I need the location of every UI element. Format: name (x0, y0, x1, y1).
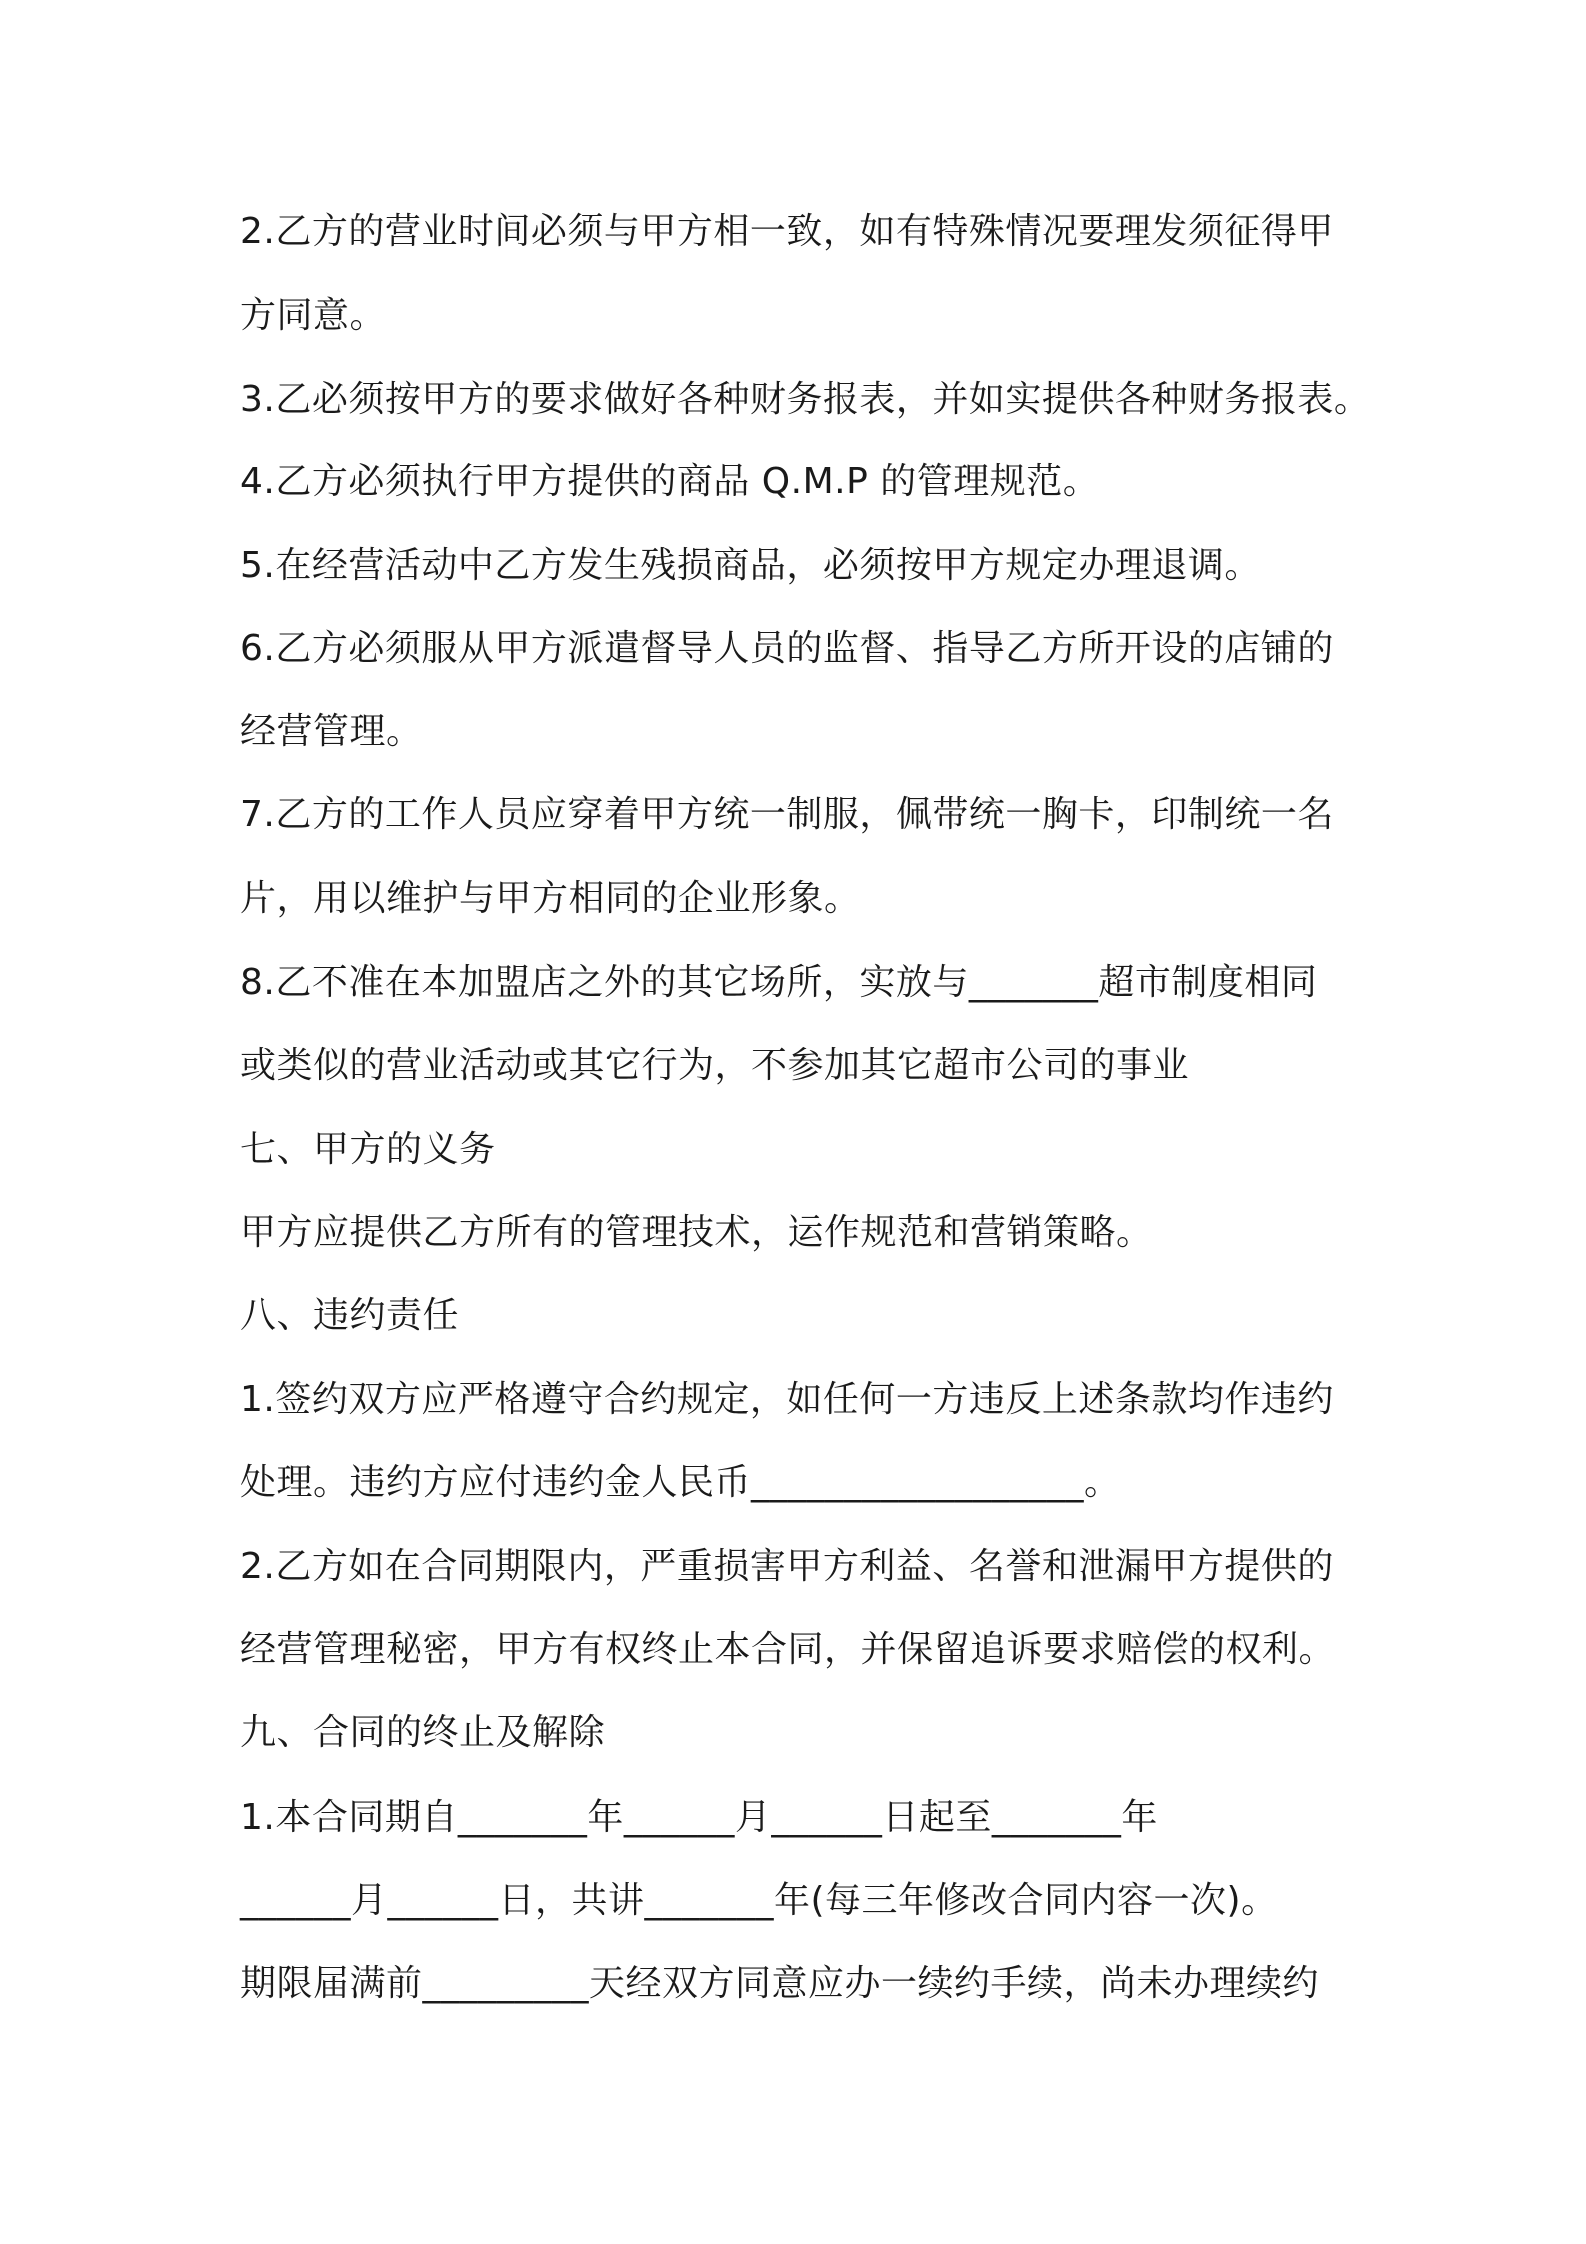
text-line: 期限届满前_________天经双方同意应办一续约手续，尚未办理续约 (240, 1963, 1320, 2004)
text-line: 经营管理。 (240, 711, 423, 752)
text-line: ______月______日，共讲_______年(每三年修改合同内容一次)。 (240, 1880, 1278, 1921)
text-line: 甲方应提供乙方所有的管理技术，运作规范和营销策略。 (240, 1212, 1153, 1253)
section-heading: 八、违约责任 (240, 1295, 460, 1336)
text-line: 或类似的营业活动或其它行为，不参加其它超市公司的事业 (240, 1045, 1190, 1086)
text-line: 4.乙方必须执行甲方提供的商品 Q.M.P 的管理规范。 (240, 461, 1100, 502)
text-line: 8.乙不准在本加盟店之外的其它场所，实放与_______超市制度相同 (240, 962, 1318, 1003)
text-line: 3.乙必须按甲方的要求做好各种财务报表，并如实提供各种财务报表。 (240, 379, 1371, 420)
text-line: 6.乙方必须服从甲方派遣督导人员的监督、指导乙方所开设的店铺的 (240, 628, 1334, 669)
text-line: 1.本合同期自_______年______月______日起至_______年 (240, 1797, 1158, 1838)
text-line: 处理。违约方应付违约金人民币__________________。 (240, 1462, 1121, 1503)
text-line: 7.乙方的工作人员应穿着甲方统一制服，佩带统一胸卡，印制统一名 (240, 794, 1334, 835)
text-line: 2.乙方的营业时间必须与甲方相一致，如有特殊情况要理发须征得甲 (240, 211, 1334, 252)
text-line: 1.签约双方应严格遵守合约规定，如任何一方违反上述条款均作违约 (240, 1379, 1334, 1420)
text-line: 经营管理秘密，甲方有权终止本合同，并保留追诉要求赔偿的权利。 (240, 1629, 1336, 1670)
text-line: 片，用以维护与甲方相同的企业形象。 (240, 878, 861, 919)
section-heading: 九、合同的终止及解除 (240, 1712, 606, 1753)
text-line: 5.在经营活动中乙方发生残损商品，必须按甲方规定办理退调。 (240, 545, 1261, 586)
section-heading: 七、甲方的义务 (240, 1129, 496, 1170)
text-line: 2.乙方如在合同期限内，严重损害甲方利益、名誉和泄漏甲方提供的 (240, 1546, 1334, 1587)
text-line: 方同意。 (240, 295, 387, 336)
